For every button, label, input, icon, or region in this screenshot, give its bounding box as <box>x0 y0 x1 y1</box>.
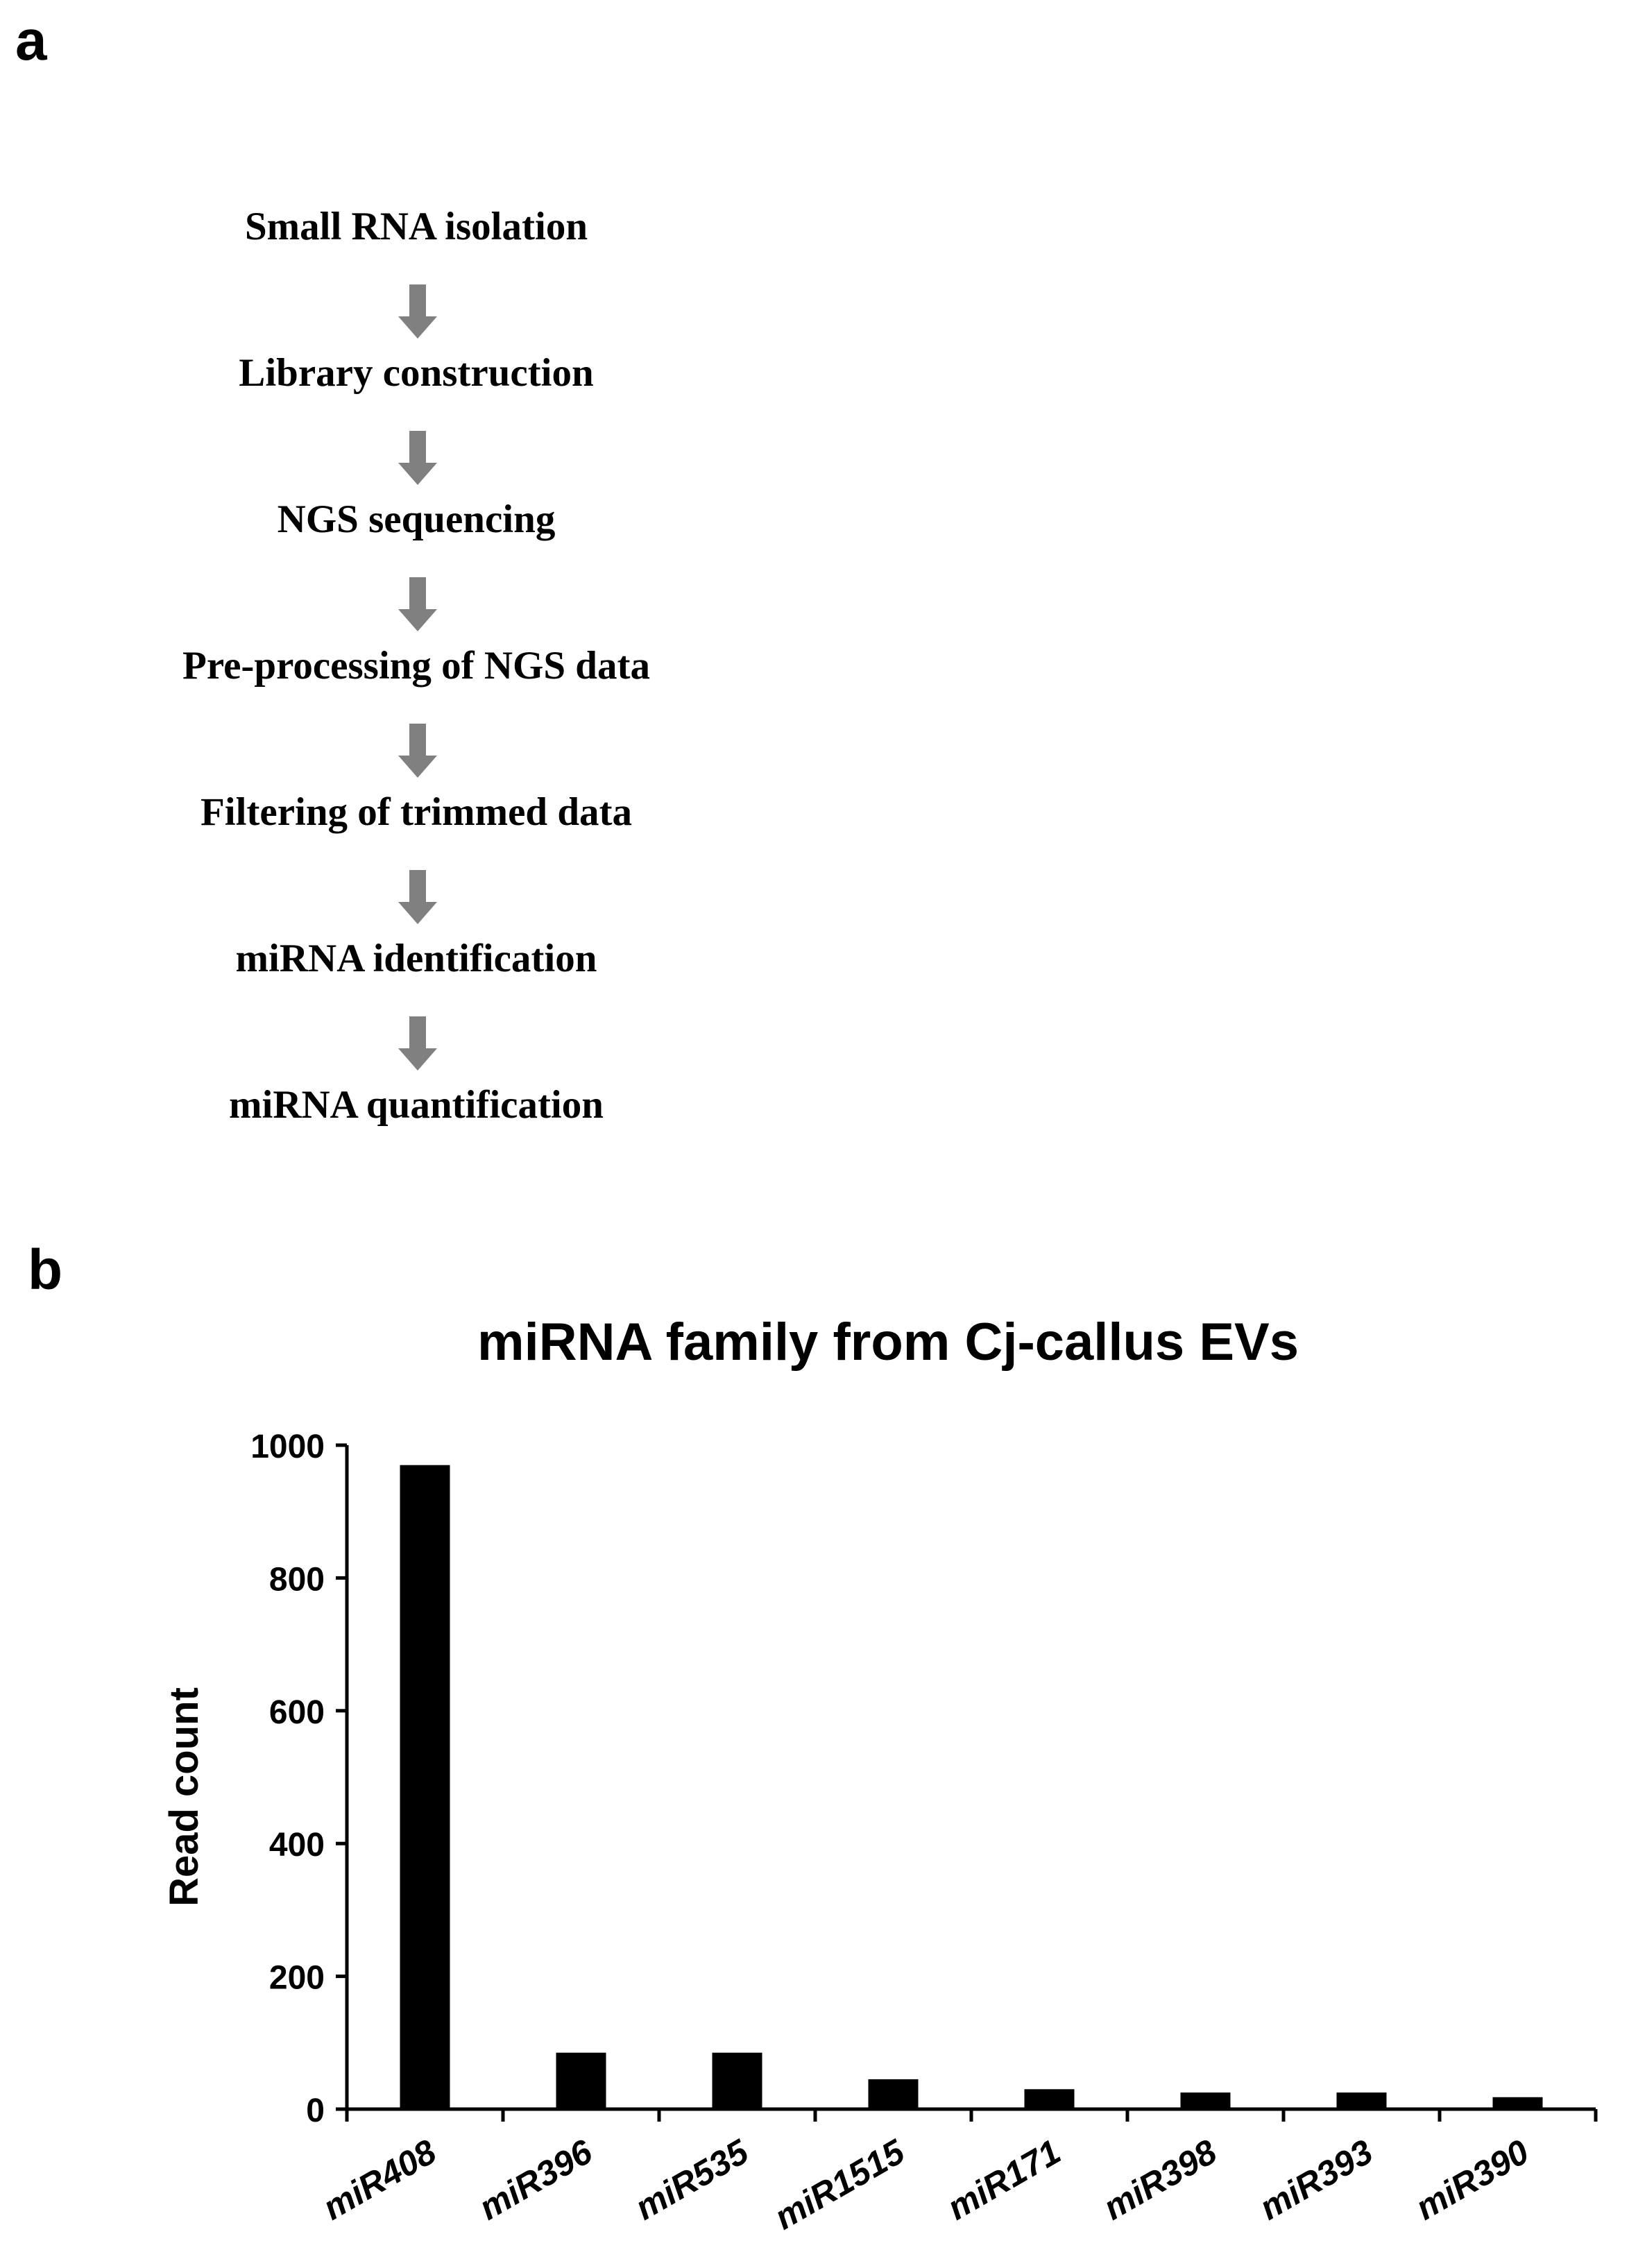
flow-step: Library construction <box>239 351 594 395</box>
bar-miR396 <box>556 2053 606 2109</box>
x-axis-ticks <box>316 2109 1596 2237</box>
x-tick-label: miR390 <box>1408 2132 1535 2228</box>
y-tick-label: 600 <box>268 1694 325 1731</box>
x-tick-label: miR171 <box>940 2132 1067 2228</box>
panel-label-a: a <box>15 9 47 72</box>
panel-label-b: b <box>28 1238 63 1302</box>
bar-miR390 <box>1493 2097 1543 2109</box>
y-tick-label: 200 <box>268 1959 325 1997</box>
bar-miR1515 <box>869 2079 919 2109</box>
flow-step: NGS sequencing <box>277 497 556 541</box>
flow-step: Pre-processing of NGS data <box>182 644 650 688</box>
bar-miR393 <box>1337 2092 1387 2109</box>
bars <box>400 1465 1543 2109</box>
bar-miR408 <box>400 1465 450 2109</box>
workflow-flowchart <box>0 187 833 1173</box>
flow-step: Filtering of trimmed data <box>200 790 633 834</box>
x-tick-label: miR396 <box>472 2132 599 2228</box>
bar-miR171 <box>1025 2089 1075 2109</box>
flow-step: Small RNA isolation <box>244 205 588 248</box>
flow-step: miRNA identification <box>235 937 597 980</box>
down-arrow-icon <box>397 431 438 486</box>
x-tick-label: miR398 <box>1096 2132 1223 2228</box>
down-arrow-icon <box>397 577 438 633</box>
bar-miR535 <box>713 2053 762 2109</box>
y-tick-label: 400 <box>268 1827 325 1864</box>
flow-step: miRNA quantification <box>229 1083 604 1127</box>
x-tick-label: miR1515 <box>767 2132 911 2237</box>
y-tick-label: 800 <box>268 1561 325 1598</box>
y-tick-label: 0 <box>306 2092 325 2129</box>
y-tick-label: 1000 <box>250 1429 325 1465</box>
down-arrow-icon <box>397 724 438 779</box>
bar-chart <box>0 1318 1629 2268</box>
x-tick-label: miR535 <box>628 2132 755 2228</box>
down-arrow-icon <box>397 284 438 340</box>
chart-title: miRNA family from Cj-callus EVs <box>477 1318 1299 1372</box>
y-axis-ticks <box>250 1429 347 2129</box>
down-arrow-icon <box>397 1016 438 1072</box>
down-arrow-icon <box>397 870 438 926</box>
bar-miR398 <box>1181 2092 1231 2109</box>
x-tick-label: miR408 <box>316 2132 443 2228</box>
x-tick-label: miR393 <box>1252 2132 1379 2228</box>
y-axis-label: Read count <box>162 1687 207 1907</box>
